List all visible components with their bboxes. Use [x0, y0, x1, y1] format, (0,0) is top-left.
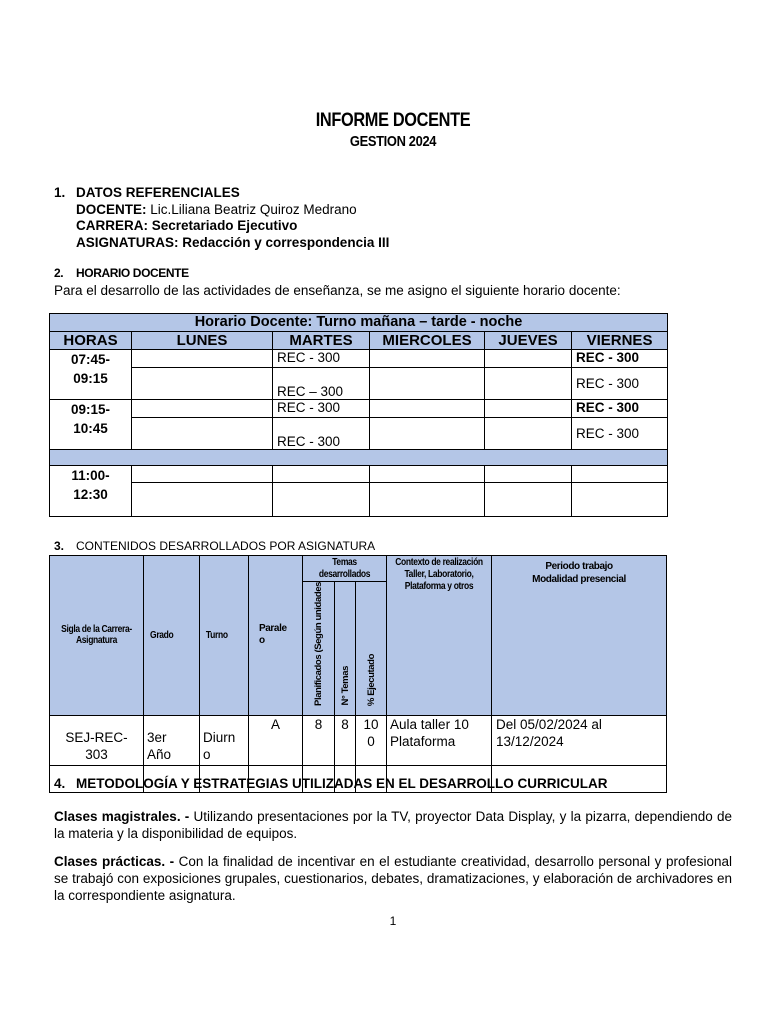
hour-end: 12:30	[73, 487, 108, 502]
cell-periodo	[492, 715, 667, 765]
schedule-table	[49, 313, 668, 517]
schedule-cell: REC - 300	[273, 418, 370, 450]
cell-text: o	[203, 746, 211, 762]
header-text: Grado	[150, 629, 174, 641]
schedule-cell	[370, 483, 485, 517]
schedule-cell: REC - 300	[572, 418, 668, 450]
schedule-title: Horario Docente: Turno mañana – tarde - noche	[50, 314, 668, 332]
schedule-cell	[132, 483, 273, 517]
cell-text: Plataforma	[390, 733, 456, 749]
carrera-value: Secretariado Ejecutivo	[151, 218, 298, 233]
paragraph-label: Clases prácticas. -	[54, 854, 175, 869]
schedule-cell	[485, 466, 572, 483]
schedule-cell	[370, 418, 485, 450]
schedule-cell	[132, 400, 273, 418]
schedule-cell: REC - 300	[273, 400, 370, 418]
schedule-cell	[132, 466, 273, 483]
schedule-cell	[370, 466, 485, 483]
cell-text: Año	[147, 746, 172, 762]
cell-text: 303	[85, 746, 108, 762]
cell-text: 13/12/2024	[496, 733, 564, 749]
paragraph-clases-magistrales	[54, 808, 732, 842]
header-text: Parale	[259, 623, 287, 635]
section-number: 2.	[54, 266, 64, 280]
hour-end: 09:15	[73, 371, 108, 386]
schedule-cell: REC - 300	[572, 400, 668, 418]
cell-text: Diurn	[203, 729, 236, 745]
schedule-separator	[50, 450, 668, 466]
carrera-label: CARRERA:	[76, 218, 148, 233]
document-title: INFORME DOCENTE	[315, 110, 471, 131]
page-number: 1	[389, 914, 397, 928]
paragraph-text: Con la finalidad de incentivar en el estudiante creatividad, desarrollo personal y profesional se trabajó con exposiciones grupales, cuestionarios, debates, dramatizaciones, y elaboración de archivadores en la correspondiente asignatura.	[54, 854, 732, 903]
schedule-cell	[370, 350, 485, 368]
day-header: MARTES	[273, 332, 370, 350]
section-number: 1.	[54, 185, 66, 200]
header-text: Contexto de realización Taller, Laboratorio, Plataforma y otros	[395, 557, 483, 592]
section-horario-heading	[54, 266, 189, 280]
section-heading: CONTENIDOS DESARROLLADOS POR ASIGNATURA	[76, 539, 376, 553]
header-text: Modalidad presencial	[532, 574, 626, 585]
paragraph-text: Utilizando presentaciones por la TV, proyector Data Display, y la pizarra, dependiendo de la materia y la disponibilidad de equipos.	[54, 809, 732, 841]
schedule-cell	[485, 368, 572, 400]
schedule-cell	[572, 466, 668, 483]
carrera-line	[76, 218, 389, 235]
asignaturas-label: ASIGNATURAS:	[76, 234, 179, 250]
document-subtitle: GESTION 2024	[349, 133, 437, 150]
cell-contexto	[387, 715, 492, 765]
header-text: o	[259, 635, 265, 647]
day-header: HORAS	[50, 332, 132, 350]
header-text: Periodo trabajo	[545, 561, 613, 572]
header-text: Sigla de la Carrera-Asignatura	[61, 624, 132, 647]
paragraph-clases-practicas	[54, 853, 732, 904]
header-periodo	[492, 556, 667, 716]
schedule-cell: REC - 300	[273, 350, 370, 368]
cell-text: 10	[363, 716, 379, 732]
header-temas	[303, 556, 387, 582]
cell-turno	[200, 715, 249, 765]
header-planificados	[303, 582, 335, 716]
section-metodologia-heading	[54, 776, 608, 791]
hour-start: 11:00-	[71, 468, 110, 483]
cell-text: SEJ-REC-	[65, 729, 128, 745]
header-sigla	[50, 556, 144, 716]
hour-cell	[50, 350, 132, 400]
header-ejecutado	[356, 582, 387, 716]
cell-planificados: 8	[303, 715, 335, 765]
hour-cell	[50, 400, 132, 450]
cell-ejecutado	[356, 715, 387, 765]
header-text: Turno	[205, 629, 228, 641]
header-grado	[144, 556, 200, 716]
asignaturas-value: Redacción y correspondencia III	[182, 234, 390, 250]
header-text: Planificados (Según unidades	[313, 582, 324, 706]
section-number: 3.	[54, 539, 65, 553]
docente-label: DOCENTE:	[76, 201, 147, 217]
hour-cell	[50, 466, 132, 517]
cell-sigla	[50, 715, 144, 765]
schedule-cell	[132, 418, 273, 450]
section-contenidos-heading	[54, 539, 375, 553]
contents-table	[49, 555, 667, 793]
hour-end: 10:45	[73, 421, 108, 436]
section-number: 4.	[54, 776, 66, 791]
separator-row	[50, 450, 668, 466]
header-text: Temas desarrollados	[318, 556, 371, 580]
schedule-cell	[132, 350, 273, 368]
header-contexto	[387, 556, 492, 716]
header-turno	[200, 556, 249, 716]
section-heading: HORARIO DOCENTE	[76, 266, 189, 280]
day-header: VIERNES	[572, 332, 668, 350]
header-num-temas	[335, 582, 356, 716]
schedule-cell: REC - 300	[572, 368, 668, 400]
paragraph-label: Clases magistrales. -	[54, 809, 190, 824]
cell-grado	[144, 715, 200, 765]
cell-text: 3er	[147, 729, 167, 745]
cell-text: 0	[367, 733, 375, 749]
day-header: LUNES	[132, 332, 273, 350]
cell-text: Aula taller 10	[390, 716, 469, 732]
section-heading: METODOLOGÍA Y ESTRATEGIAS UTILIZADAS EN EL DESARROLLO CURRICULAR	[76, 776, 608, 791]
day-header: MIERCOLES	[370, 332, 485, 350]
hour-start: 07:45-	[70, 352, 111, 367]
header-text: N° Temas	[339, 666, 351, 706]
schedule-cell	[485, 350, 572, 368]
asignaturas-line	[76, 235, 389, 252]
schedule-cell	[273, 466, 370, 483]
cell-num-temas: 8	[335, 715, 356, 765]
hour-start: 09:15-	[70, 402, 111, 417]
schedule-cell	[485, 483, 572, 517]
schedule-cell	[485, 400, 572, 418]
schedule-cell	[273, 483, 370, 517]
cell-paralelo: A	[249, 715, 303, 765]
docente-line	[76, 202, 389, 219]
section-heading: DATOS REFERENCIALES	[76, 185, 240, 200]
schedule-cell	[370, 368, 485, 400]
section-horario-intro: Para el desarrollo de las actividades de enseñanza, se me asigno el siguiente horario docente:	[54, 283, 621, 298]
schedule-cell	[572, 483, 668, 517]
header-text: % Ejecutado	[365, 653, 377, 706]
header-paralelo	[249, 556, 303, 716]
schedule-cell: REC - 300	[572, 350, 668, 368]
schedule-cell: REC – 300	[273, 368, 370, 400]
day-header: JUEVES	[485, 332, 572, 350]
schedule-cell	[370, 400, 485, 418]
docente-value: Lic.Liliana Beatriz Quiroz Medrano	[150, 201, 357, 217]
schedule-cell	[132, 368, 273, 400]
cell-text: Del 05/02/2024 al	[496, 716, 602, 732]
schedule-cell	[485, 418, 572, 450]
